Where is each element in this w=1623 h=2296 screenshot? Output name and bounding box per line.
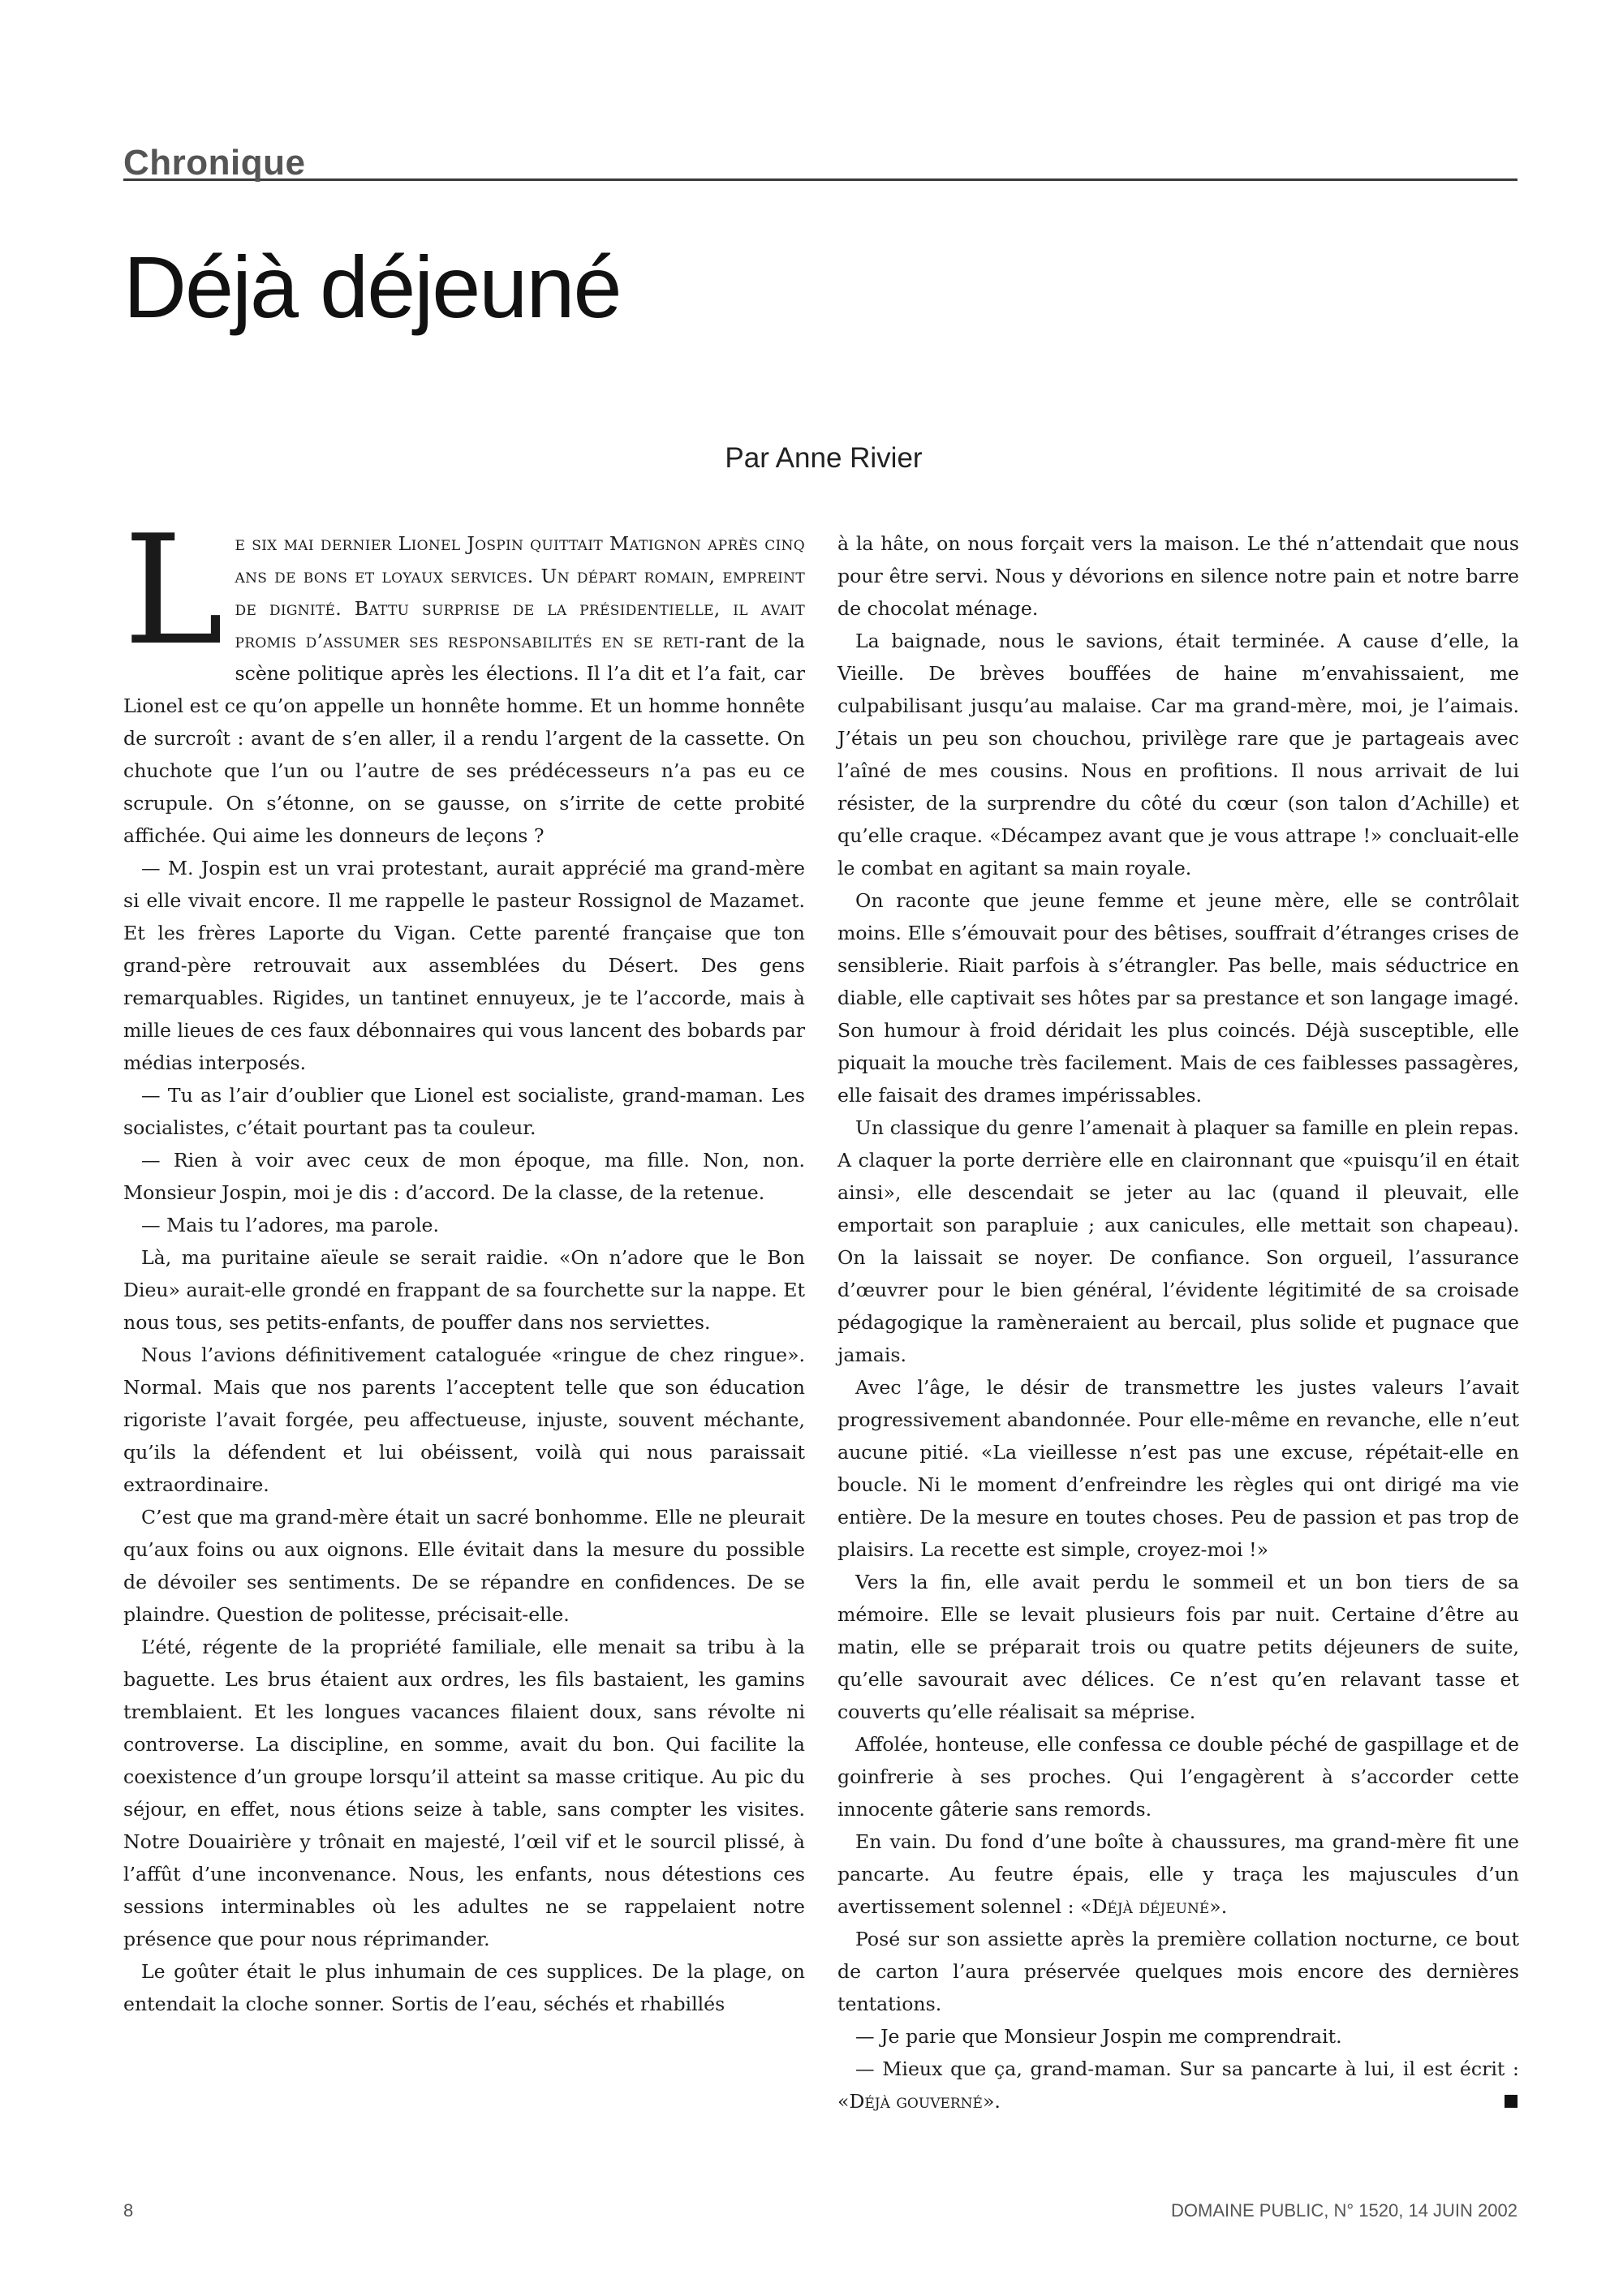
paragraph: Un classique du genre l’amenait à plaquer sa famille en plein repas. A claquer la porte derrière elle en claironnant que «puisqu’il en était ainsi», elle descendait se jeter au lac (quand il pleuvait, elle emportait son parapluie ; aux canicules, elle mettait son chapeau). On la laissait se noyer. De confiance. Son orgueil, l’assurance d’œuvrer pour le bien général, l’évidente légitimité de sa croisade pédagogique la ramèneraient au bercail, plus solide et pugnace que jamais. [837,1116,1519,1366]
paragraph: — M. Jospin est un vrai protestant, aurait apprécié ma grand-mère si elle vivait encore. Il me rappelle le pasteur Rossignol de Mazamet. Et les frères Laporte du Vigan. Cette parenté française que ton grand-père retrouvait aux assemblées du Désert. Des gens remarquables. Rigides, un tantinet ennuyeux, je te l’accorde, mais à mille lieues de ces faux débonnaires qui vous lancent des bobards par médias interposés. [123,857,805,1074]
paragraph-text: rant de la scène politique après les élections. Il l’a dit et l’a fait, car Lionel est ce qu’on appelle un honnête homme. Et un homme honnête de surcroît : avant de s’en aller, il a rendu l’argent de la cassette. On chuchote que l’un ou l’autre de ses prédécesseurs n’a pas eu ce scrupule. On s’étonne, on se gausse, on s’irrite de cette probité affichée. Qui aime les donneurs de leçons ? [123,630,805,847]
sign-text: Déjà déjeuné [1091,1895,1210,1918]
column-right [837,527,1519,2118]
article-title: Déjà déjeuné [123,238,621,336]
issue-info: DOMAINE PUBLIC, N° 1520, 14 JUIN 2002 [1171,2200,1518,2221]
end-of-article-mark-icon [1505,2095,1518,2108]
paragraph: — Rien à voir avec ceux de mon époque, ma fille. Non, non. Monsieur Jospin, moi je dis : d’accord. De la classe, de la retenue. [123,1149,805,1204]
paragraph: C’est que ma grand-mère était un sacré bonhomme. Elle ne pleurait qu’aux foins ou aux oignons. Elle évitait dans la mesure du possible de dévoiler ses sentiments. De se répandre en confidences. De se plaindre. Question de politesse, précisait-elle. [123,1506,805,1626]
paragraph-text: En vain. Du fond d’une boîte à chaussures, ma grand-mère fit une pancarte. Au feutre épais, elle y traça les majuscules d’un avertissement solennel : « [837,1830,1519,1918]
paragraph: Nous l’avions définitivement cataloguée «ringue de chez ringue». Normal. Mais que nos parents l’acceptent telle que son éducation rigoriste l’avait forgée, peu affectueuse, injuste, souvent méchante, qu’ils la défendent et lui obéissent, voilà qui nous paraissait extraordinaire. [123,1344,805,1496]
paragraph-text: ». [982,2090,1001,2113]
paragraph: Posé sur son assiette après la première collation nocturne, ce bout de carton l’aura préservée quelques mois encore des dernières tentations. [837,1928,1519,2015]
section-label: Chronique [123,143,306,183]
paragraph: Là, ma puritaine aïeule se serait raidie. «On n’adore que le Bon Dieu» aurait-elle grondé en frappant de sa fourchette sur la nappe. Et nous tous, ses petits-enfants, de pouffer dans nos serviettes. [123,1246,805,1334]
paragraph: Vers la fin, elle avait perdu le sommeil et un bon tiers de sa mémoire. Elle se levait plusieurs fois par nuit. Certaine d’être au matin, elle se préparait trois ou quatre petits déjeuners de suite, qu’elle savourait avec délices. Ce n’est qu’en relavant tasse et couverts qu’elle réalisait sa méprise. [837,1571,1519,1723]
section-header [123,130,1518,181]
paragraph-text: — Mieux que ça, grand-maman. Sur sa pancarte à lui, il est écrit : « [837,2057,1519,2113]
paragraph: Avec l’âge, le désir de transmettre les justes valeurs l’avait progressivement abandonnée. Pour elle-même en revanche, elle n’eut aucune pitié. «La vieillesse n’est pas une excuse, répétait-elle en boucle. Ni le moment d’enfreindre les règles qui ont dirigé ma vie entière. De la mesure en toutes choses. Peu de passion et pas trop de plaisirs. La recette est simple, croyez-moi !» [837,1376,1519,1561]
paragraph: — Je parie que Monsieur Jospin me comprendrait. [855,2025,1342,2048]
paragraph [123,502,805,852]
lead-text: e six mai dernier Lionel Jospin quittait Matignon après cinq ans de bons et loyaux services. Un départ romain, empreint de dignité. Battu surprise de la présidentielle, il avait promis d’assumer ses responsabilités en se reti- [235,532,805,652]
paragraph: Affolée, honteuse, elle confessa ce double péché de gaspillage et de goinfrerie à ses proches. Qui l’engagèrent à s’accorder cette innocente gâterie sans remords. [837,1733,1519,1821]
paragraph: La baignade, nous le savions, était terminée. A cause d’elle, la Vieille. De brèves bouffées de haine m’envahissaient, me culpabilisant jusqu’au malaise. Car ma grand-mère, moi, je l’aimais. J’étais un peu son chouchou, privilège rare que je partageais avec l’aîné de mes cousins. Nous en profitions. Il nous arrivait de lui résister, de la surprendre du côté du cœur (son talon d’Achille) et qu’elle craque. «Décampez avant que je vous attrape !» concluait-elle le combat en agitant sa main royale. [837,630,1519,879]
paragraph: On raconte que jeune femme et jeune mère, elle se contrôlait moins. Elle s’émouvait pour des bêtises, souffrait d’étranges crises de sensiblerie. Riait parfois à s’étrangler. Pas belle, mais séductrice en diable, elle captivait ses hôtes par sa prestance et son langage imagé. Son humour à froid déridait les plus coincés. Déjà susceptible, elle piquait la mouche très facilement. Mais de ces faiblesses passagères, elle faisait des drames impérissables. [837,889,1519,1107]
article-body [123,502,1519,2166]
paragraph: — Mais tu l’adores, ma parole. [141,1214,440,1236]
sign-text: Déjà gouverné [849,2090,983,2113]
paragraph: L’été, régente de la propriété familiale, elle menait sa tribu à la baguette. Les brus étaient aux ordres, les fils bastaient, les gamins tremblaient. Et les longues vacances filaient doux, sans révolte ni controverse. La discipline, en somme, avait du bon. Qui facilite la coexistence d’un groupe lorsqu’il atteint sa masse critique. Au pic du séjour, en effet, nous étions seize à table, sans compter les visites. Notre Douairière y trônait en majesté, l’œil vif et le sourcil plissé, à l’affût d’une inconvenance. Nous, les enfants, nous détestions ces sessions interminables où les adultes ne se rappelaient notre présence que pour nous réprimander. [123,1636,805,1950]
drop-cap: L [123,502,224,678]
column-left [123,502,805,2020]
paragraph: à la hâte, on nous forçait vers la maison. Le thé n’attendait que nous pour être servi. Nous y dévorions en silence notre pain et notre barre de chocolat ménage. [837,532,1519,620]
paragraph [837,1825,1519,1923]
page-number: 8 [123,2200,134,2221]
paragraph-text: ». [1209,1895,1228,1918]
paragraph: Le goûter était le plus inhumain de ces supplices. De la plage, on entendait la cloche sonner. Sortis de l’eau, séchés et rhabillés [123,1960,805,2015]
paragraph [837,2053,1519,2118]
article-byline: Par Anne Rivier [725,442,923,474]
paragraph: — Tu as l’air d’oublier que Lionel est socialiste, grand-maman. Les socialistes, c’était pourtant pas ta couleur. [123,1084,805,1139]
